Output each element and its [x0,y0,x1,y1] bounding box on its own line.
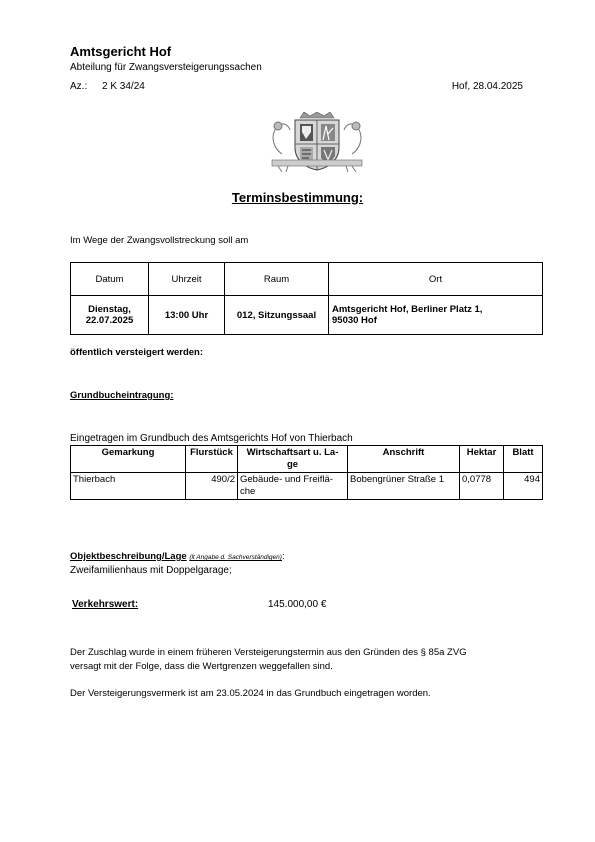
cell-blatt: 494 [504,473,543,500]
department: Abteilung für Zwangsversteigerungssachen [70,62,262,73]
objekt-heading-line [70,551,285,562]
grundbuch-header-row [71,446,543,473]
appointment-row [71,296,543,335]
objekt-note: (lt Angabe d. Sachverständigen) [189,554,282,561]
cell-hektar: 0,0778 [460,473,504,500]
header-flurstueck: Flurstück [186,446,238,473]
wirtschaftsart-line2: ge [286,459,299,470]
cell-raum: 012, Sitzungssaal [225,296,329,335]
datum-weekday: Dienstag, [88,304,131,315]
objekt-description: Zweifamilienhaus mit Doppelgarage; [70,565,232,576]
zuschlag-line2: versagt mit der Folge, dass die Wertgrenzen weggefallen sind. [70,661,333,672]
wirtschaftsart-line1: Wirtschaftsart u. La- [246,447,339,458]
header-blatt: Blatt [504,446,543,473]
ort-line2: 95030 Hof [332,315,377,326]
wirtschaftsart-value-line1: Gebäude- und Freiflä- [240,474,333,485]
ort-line1: Amtsgericht Hof, Berliner Platz 1, [332,304,483,315]
document-title: Terminsbestimmung: [231,190,364,205]
appointment-header-row [71,263,543,296]
place-date: Hof, 28.04.2025 [451,81,523,92]
vermerk-paragraph: Der Versteigerungsvermerk ist am 23.05.2024 in das Grundbuch eingetragen worden. [70,688,431,699]
appointment-table [70,262,543,335]
cell-wirtschaftsart [238,473,348,500]
cell-anschrift: Bobengrüner Straße 1 [348,473,460,500]
cell-ort [329,296,543,335]
header-uhrzeit: Uhrzeit [149,263,225,296]
header-raum: Raum [225,263,329,296]
file-number-value: 2 K 34/24 [102,81,145,92]
cell-flurstueck: 490/2 [186,473,238,500]
grundbuch-heading: Grundbucheintragung: [70,390,174,401]
cell-uhrzeit: 13:00 Uhr [149,296,225,335]
file-number-label: Az.: [70,81,88,92]
cell-datum [71,296,149,335]
court-name: Amtsgericht Hof [70,44,172,59]
grundbuch-row [71,473,543,500]
file-number [70,81,145,92]
grundbuch-intro: Eingetragen im Grundbuch des Amtsgerichts Hof von Thierbach [70,433,353,444]
datum-date: 22.07.2025 [85,315,134,326]
header-gemarkung: Gemarkung [71,446,186,473]
grundbuch-table [70,445,543,500]
publicly-auctioned-text: öffentlich versteigert werden: [70,347,204,358]
intro-text: Im Wege der Zwangsvollstreckung soll am [70,235,249,246]
coat-of-arms-icon [262,112,372,172]
wirtschaftsart-value-line2: che [240,486,256,497]
objekt-colon: : [281,551,285,562]
zuschlag-paragraph [70,646,540,674]
header-datum: Datum [71,263,149,296]
objekt-heading: Objektbeschreibung/Lage [70,551,187,562]
cell-gemarkung: Thierbach [71,473,186,500]
header-wirtschaftsart [238,446,348,473]
header-hektar: Hektar [460,446,504,473]
verkehrswert-label: Verkehrswert: [72,599,139,610]
header-anschrift: Anschrift [348,446,460,473]
header-ort: Ort [329,263,543,296]
zuschlag-line1: Der Zuschlag wurde in einem früheren Versteigerungstermin aus den Gründen des § 85a ZVG [70,647,467,658]
verkehrswert-value: 145.000,00 € [268,599,327,610]
